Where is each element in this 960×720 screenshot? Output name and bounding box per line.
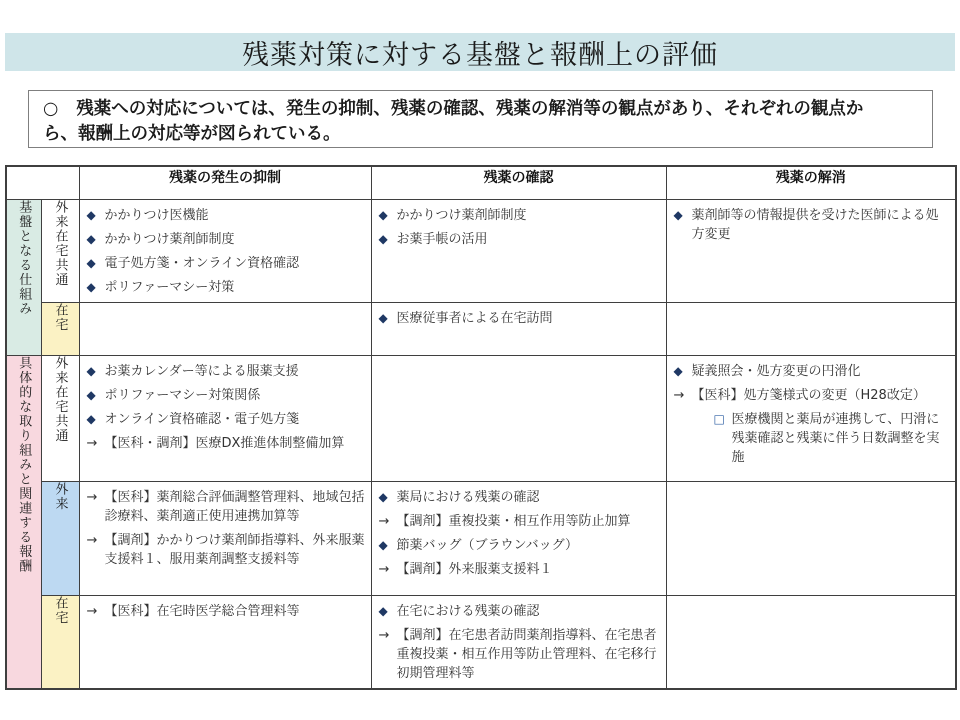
cell-item xyxy=(87,531,366,569)
subrow-label-home: 在宅 xyxy=(41,302,79,355)
item-text: 【調剤】重複投薬・相互作用等防止加算 xyxy=(396,513,631,529)
cell-init-common-confirmation xyxy=(371,355,666,481)
cell-item xyxy=(379,230,661,249)
item-text: かかりつけ薬剤師制度 xyxy=(104,231,235,247)
cell-infra-common-confirmation xyxy=(371,199,666,302)
diamond-icon: ◆ xyxy=(86,255,96,270)
group-label-infrastructure: 基盤となる仕組み xyxy=(6,199,41,355)
item-text: ポリファーマシー対策関係 xyxy=(104,387,261,403)
table-row xyxy=(6,481,956,595)
item-text: 薬剤師等の情報提供を受けた医師による処方変更 xyxy=(691,207,939,242)
item-text: お薬手帳の活用 xyxy=(396,231,488,247)
item-text: 節薬バッグ（ブラウンバッグ） xyxy=(396,537,578,553)
cell-item xyxy=(714,410,951,467)
item-text: ポリファーマシー対策 xyxy=(104,279,235,295)
subrow-label-outpatient: 外来 xyxy=(41,481,79,595)
diamond-icon: ◆ xyxy=(378,310,388,325)
cell-infra-common-resolution xyxy=(666,199,956,302)
item-text: お薬カレンダー等による服薬支援 xyxy=(104,363,299,379)
diamond-icon: ◆ xyxy=(378,207,388,222)
diamond-icon: ◆ xyxy=(86,231,96,246)
arrow-icon: → xyxy=(378,627,390,643)
item-text: 疑義照会・処方変更の円滑化 xyxy=(691,363,861,379)
item-text: 医療機関と薬局が連携して、円滑に残薬確認と残薬に伴う日数調整を実施 xyxy=(731,411,940,465)
header-resolution: 残薬の解消 xyxy=(666,166,956,199)
intro-box xyxy=(28,90,933,148)
cell-infra-home-resolution xyxy=(666,302,956,355)
cell-item xyxy=(87,434,366,453)
item-text: 在宅における残薬の確認 xyxy=(396,603,540,619)
item-text: 【医科】在宅時医学総合管理料等 xyxy=(104,603,300,619)
cell-item xyxy=(87,410,366,429)
subrow-label-home: 在宅 xyxy=(41,595,79,689)
cell-item xyxy=(379,512,661,531)
cell-item xyxy=(379,626,661,683)
cell-init-outpatient-suppression xyxy=(79,481,371,595)
intro-paragraph xyxy=(43,97,890,147)
diamond-icon: ◆ xyxy=(378,603,388,618)
header-confirmation: 残薬の確認 xyxy=(371,166,666,199)
square-icon: □ xyxy=(713,411,725,426)
table-corner-cell xyxy=(6,166,79,199)
diamond-icon: ◆ xyxy=(378,231,388,246)
cell-item xyxy=(87,386,366,405)
cell-init-outpatient-confirmation xyxy=(371,481,666,595)
arrow-icon: → xyxy=(378,513,390,529)
item-text: オンライン資格確認・電子処方箋 xyxy=(104,411,300,427)
measures-table xyxy=(5,165,957,690)
item-text: 【調剤】在宅患者訪問薬剤指導料、在宅患者重複投薬・相互作用等防止管理料、在宅移行初期管理料等 xyxy=(396,627,657,681)
cell-item xyxy=(87,206,366,225)
item-text: 【調剤】外来服薬支援料１ xyxy=(396,561,553,577)
cell-item xyxy=(379,488,661,507)
arrow-icon: → xyxy=(673,387,685,403)
cell-infra-common-suppression xyxy=(79,199,371,302)
group-label-initiatives: 具体的な取り組みと関連する報酬 xyxy=(6,355,41,689)
item-text: 【調剤】かかりつけ薬剤師指導料、外来服薬支援料１、服用薬剤調整支援料等 xyxy=(104,532,365,567)
page-title: 残薬対策に対する基盤と報酬上の評価 xyxy=(242,39,718,71)
cell-item xyxy=(379,206,661,225)
cell-infra-home-suppression xyxy=(79,302,371,355)
diamond-icon: ◆ xyxy=(673,363,683,378)
cell-item xyxy=(87,362,366,381)
header-suppression: 残薬の発生の抑制 xyxy=(79,166,371,199)
cell-init-home-confirmation xyxy=(371,595,666,689)
header-row xyxy=(6,166,956,199)
item-text: 医療従事者による在宅訪問 xyxy=(396,310,553,326)
table-row xyxy=(6,355,956,481)
cell-item xyxy=(379,602,661,621)
item-text: かかりつけ医機能 xyxy=(104,207,209,223)
item-text: 電子処方箋・オンライン資格確認 xyxy=(104,255,300,271)
cell-item xyxy=(87,230,366,249)
cell-item xyxy=(87,278,366,297)
cell-item xyxy=(674,362,951,381)
cell-item xyxy=(674,206,951,244)
intro-text: 残薬への対応については、発生の抑制、残薬の確認、残薬の解消等の観点があり、それぞれの観点から、報酬上の対応等が図られている。 xyxy=(43,99,864,144)
item-text: かかりつけ薬剤師制度 xyxy=(396,207,527,223)
arrow-icon: → xyxy=(378,561,390,577)
cell-item xyxy=(87,254,366,273)
subrow-label-outpatient-home-common: 外来在宅共通 xyxy=(41,355,79,481)
arrow-icon: → xyxy=(86,489,98,505)
table-row xyxy=(6,199,956,302)
cell-item xyxy=(379,309,661,328)
diamond-icon: ◆ xyxy=(86,279,96,294)
circle-bullet-icon: ○ xyxy=(43,99,59,119)
cell-init-outpatient-resolution xyxy=(666,481,956,595)
subrow-label-outpatient-home-common: 外来在宅共通 xyxy=(41,199,79,302)
diamond-icon: ◆ xyxy=(86,411,96,426)
cell-item xyxy=(87,602,366,621)
diamond-icon: ◆ xyxy=(86,387,96,402)
cell-item xyxy=(379,560,661,579)
table-row xyxy=(6,595,956,689)
diamond-icon: ◆ xyxy=(86,207,96,222)
cell-item xyxy=(87,488,366,526)
cell-item xyxy=(674,386,951,405)
cell-init-common-suppression xyxy=(79,355,371,481)
item-text: 薬局における残薬の確認 xyxy=(396,489,540,505)
cell-init-common-resolution xyxy=(666,355,956,481)
arrow-icon: → xyxy=(86,532,98,548)
item-text: 【医科】処方箋様式の変更（H28改定） xyxy=(691,387,926,403)
table-row xyxy=(6,302,956,355)
diamond-icon: ◆ xyxy=(86,363,96,378)
diamond-icon: ◆ xyxy=(378,537,388,552)
title-bar xyxy=(5,33,955,71)
cell-infra-home-confirmation xyxy=(371,302,666,355)
arrow-icon: → xyxy=(86,435,98,451)
cell-init-home-resolution xyxy=(666,595,956,689)
diamond-icon: ◆ xyxy=(673,207,683,222)
diamond-icon: ◆ xyxy=(378,489,388,504)
item-text: 【医科・調剤】医療DX推進体制整備加算 xyxy=(104,435,345,451)
cell-item xyxy=(379,536,661,555)
arrow-icon: → xyxy=(86,603,98,619)
cell-init-home-suppression xyxy=(79,595,371,689)
item-text: 【医科】薬剤総合評価調整管理料、地域包括診療料、薬剤適正使用連携加算等 xyxy=(104,489,365,524)
